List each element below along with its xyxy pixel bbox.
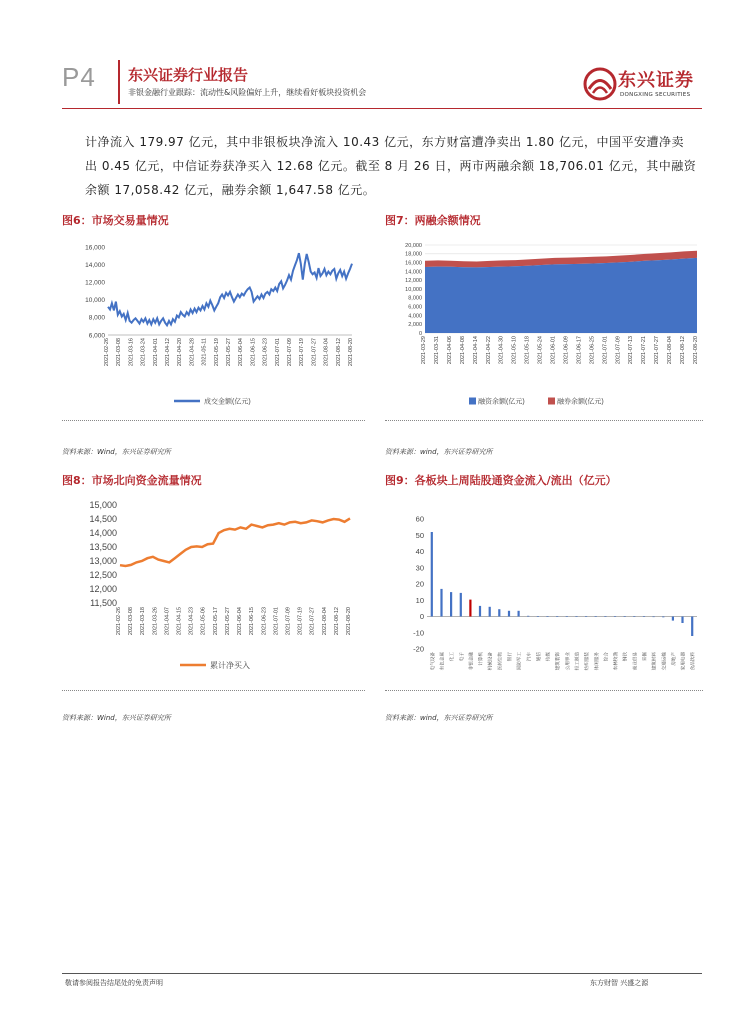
fig7-xtick-label: 2021-06-09 [563, 336, 570, 365]
fig7-xtick-label: 2021-05-10 [511, 336, 518, 365]
fig7-xtick-label: 2021-04-30 [498, 336, 505, 365]
body-paragraph-line-1: 计净流入 179.97 亿元，其中非银板块净流入 10.43 亿元，东方财富遭净卖出 1.80 亿元，中国平安遭净卖 [85, 135, 684, 149]
fig9-bar [575, 616, 577, 617]
fig9-category-label: 银行 [507, 652, 512, 662]
fig9-category-label: 纺织服装 [584, 652, 590, 671]
fig8-xtick-label: 2021-08-20 [346, 607, 352, 636]
fig8-xtick-label: 2021-06-04 [237, 607, 244, 636]
fig9-ytick-label: 10 [415, 595, 424, 605]
page-number: P4 [62, 62, 96, 92]
fig6-xtick-label: 2021-03-24 [140, 338, 147, 367]
fig9-bar [431, 532, 433, 617]
footer-slogan: 东方财智 兴盛之源 [590, 979, 649, 987]
fig9-bar [518, 611, 520, 617]
fig8-series-line [120, 518, 350, 566]
footer-rule [62, 973, 702, 974]
fig7-ytick-label: 8,000 [408, 295, 422, 302]
fig9-category-label: 计算机 [478, 652, 483, 666]
fig9-category-label: 建筑装饰 [555, 652, 561, 671]
fig9-category-label: 钢铁 [622, 652, 628, 662]
fig7-ytick-label: 12,000 [405, 278, 422, 285]
fig9-category-label: 机械设备 [487, 652, 493, 671]
fig6-xtick-label: 2021-04-12 [165, 338, 171, 367]
fig6-ytick-label: 6,000 [88, 332, 105, 340]
fig9-category-label: 非银金融 [468, 652, 474, 671]
fig9-category-label: 有色金属 [439, 652, 445, 671]
fig7-legend-swatch [469, 398, 476, 405]
fig7-legend-label: 融券余额(亿元) [557, 398, 604, 406]
fig8-ytick-label: 15,000 [89, 500, 117, 511]
fig9-category-label: 轻工制造 [574, 652, 580, 671]
fig7-ytick-label: 16,000 [405, 260, 422, 267]
fig8-northbound-flow-chart [62, 495, 365, 685]
fig8-source-rule [62, 690, 365, 691]
fig7-source-rule [385, 420, 703, 421]
fig6-xtick-label: 2021-05-27 [226, 338, 232, 367]
fig6-ytick-label: 10,000 [85, 297, 105, 305]
fig7-ytick-label: 4,000 [408, 313, 422, 320]
fig9-category-label: 国防军工 [516, 652, 522, 671]
fig9-category-label: 农林牧渔 [613, 652, 618, 671]
fig9-bar [469, 600, 471, 617]
fig9-category-label: 电气设备 [429, 652, 435, 671]
fig9-bar [633, 616, 635, 617]
fig7-xtick-label: 2021-04-14 [472, 336, 479, 365]
fig8-xtick-label: 2021-07-09 [285, 607, 292, 636]
fig9-category-label: 食品饮料 [690, 652, 696, 671]
fig8-xtick-label: 2021-04-15 [176, 607, 183, 636]
fig6-xtick-label: 2021-02-26 [104, 338, 110, 367]
fig9-bar [489, 607, 491, 617]
fig6-trading-volume-chart [62, 235, 365, 415]
fig9-bar [556, 616, 558, 617]
fig9-source-rule [385, 690, 703, 691]
fig9-category-label: 医药生物 [497, 652, 503, 671]
fig8-xtick-label: 2021-06-23 [261, 607, 268, 636]
fig9-source: 资料来源：wind，东兴证券研究所 [385, 714, 493, 722]
fig7-xtick-label: 2021-07-13 [628, 336, 635, 365]
logo-text-en: DONGXING SECURITIES [620, 92, 691, 98]
fig7-ytick-label: 18,000 [405, 251, 422, 258]
fig7-xtick-label: 2021-08-20 [693, 336, 699, 365]
fig9-ytick-label: 60 [415, 514, 424, 524]
fig8-ytick-label: 12,000 [89, 584, 117, 595]
fig9-category-label: 建筑材料 [651, 652, 657, 671]
fig9-bar [450, 592, 452, 616]
fig8-xtick-label: 2021-05-17 [212, 607, 219, 636]
fig6-xtick-label: 2021-08-04 [323, 338, 330, 367]
fig7-xtick-label: 2021-06-01 [550, 336, 557, 365]
fig8-ytick-label: 13,500 [89, 542, 117, 553]
report-subtitle: 非银金融行业跟踪：流动性&风险偏好上升，继续看好板块投资机会 [128, 88, 367, 97]
fig9-ytick-label: 0 [419, 612, 424, 622]
fig9-ytick-label: -10 [413, 628, 424, 638]
fig6-xtick-label: 2021-07-27 [311, 338, 318, 367]
fig6-source-rule [62, 420, 365, 421]
fig9-category-label: 房地产 [670, 652, 676, 666]
fig7-xtick-label: 2021-06-17 [576, 336, 583, 365]
fig9-category-label: 商业贸易 [632, 652, 638, 671]
fig7-xtick-label: 2021-03-29 [421, 336, 427, 365]
fig9-bar [440, 589, 442, 617]
header-rule [62, 108, 702, 109]
fig9-bar [643, 616, 645, 617]
fig9-category-label: 传媒 [545, 652, 551, 662]
fig6-series-line [108, 253, 352, 325]
fig9-ytick-label: 40 [415, 547, 424, 557]
fig6-xtick-label: 2021-03-08 [116, 338, 123, 367]
fig8-xtick-label: 2021-03-08 [128, 607, 135, 636]
fig9-ytick-label: -20 [413, 644, 424, 654]
fig6-legend-label: 成交金额(亿元) [204, 398, 251, 406]
fig6-xtick-label: 2021-04-20 [177, 338, 184, 367]
footer-disclaimer: 敬请参阅报告结尾处的免责声明 [65, 979, 163, 987]
fig8-xtick-label: 2021-04-23 [188, 607, 195, 636]
fig8-xtick-label: 2021-08-12 [333, 607, 340, 636]
fig8-xtick-label: 2021-07-19 [297, 607, 304, 636]
fig8-xtick-label: 2021-05-06 [200, 607, 207, 636]
fig6-xtick-label: 2021-05-11 [201, 338, 208, 366]
fig9-bar [585, 616, 587, 617]
fig9-bar [662, 617, 664, 618]
fig9-category-label: 化工 [449, 652, 455, 662]
fig9-sector-flow-chart [385, 495, 703, 685]
fig8-xtick-label: 2021-08-04 [321, 607, 328, 636]
body-paragraph-line-3: 余额 17,058.42 亿元，融券余额 1,647.58 亿元。 [85, 183, 376, 197]
fig9-category-label: 家用电器 [680, 652, 686, 671]
fig8-xtick-label: 2021-07-27 [309, 607, 316, 636]
fig6-xtick-label: 2021-05-19 [213, 338, 220, 367]
fig9-category-label: 电子 [458, 652, 464, 662]
fig9-title: 图9：各板块上周陆股通资金流入/流出（亿元） [385, 474, 617, 487]
fig6-xtick-label: 2021-06-15 [250, 338, 257, 367]
fig9-ytick-label: 30 [415, 563, 424, 573]
fig8-ytick-label: 11,500 [90, 598, 117, 609]
fig7-xtick-label: 2021-04-06 [446, 336, 453, 365]
fig6-ytick-label: 14,000 [85, 261, 105, 269]
fig7-xtick-label: 2021-05-24 [537, 336, 544, 365]
fig8-xtick-label: 2021-07-01 [273, 607, 280, 636]
fig6-xtick-label: 2021-06-04 [238, 338, 245, 367]
fig7-ytick-label: 14,000 [405, 269, 422, 276]
fig8-source: 资料来源：Wind，东兴证券研究所 [62, 714, 171, 722]
report-title: 东兴证券行业报告 [128, 66, 249, 84]
fig7-ytick-label: 2,000 [408, 322, 422, 329]
fig8-xtick-label: 2021-02-26 [116, 607, 122, 636]
fig9-bar [479, 606, 481, 617]
fig8-xtick-label: 2021-04-07 [164, 607, 171, 636]
fig7-xtick-label: 2021-04-22 [485, 336, 492, 365]
fig7-title: 图7：两融余额情况 [385, 214, 481, 227]
fig9-bar [595, 616, 597, 617]
fig7-xtick-label: 2021-07-01 [602, 336, 609, 365]
fig6-xtick-label: 2021-07-09 [287, 338, 293, 367]
fig7-ytick-label: 6,000 [408, 304, 422, 311]
logo-text-cn: 东兴证券 [618, 70, 694, 91]
fig7-xtick-label: 2021-03-31 [433, 336, 440, 365]
fig8-xtick-label: 2021-03-18 [140, 607, 147, 636]
fig9-category-label: 汽车 [526, 652, 532, 662]
fig9-bar [681, 617, 683, 624]
fig8-ytick-label: 12,500 [89, 570, 117, 581]
fig7-ytick-label: 10,000 [405, 286, 422, 293]
fig8-xtick-label: 2021-05-27 [224, 607, 231, 636]
fig6-xtick-label: 2021-08-20 [348, 338, 354, 367]
fig6-xtick-label: 2021-07-19 [299, 338, 306, 367]
fig6-xtick-label: 2021-07-01 [274, 338, 281, 367]
fig7-xtick-label: 2021-07-21 [641, 336, 648, 365]
fig9-category-label: 采掘 [642, 652, 647, 662]
fig7-xtick-label: 2021-04-08 [459, 336, 466, 365]
fig7-financing-balance-area [425, 258, 697, 333]
fig7-xtick-label: 2021-05-18 [524, 336, 531, 365]
fig9-bar [691, 617, 693, 637]
fig8-legend-label: 累计净买入 [210, 660, 250, 670]
fig7-xtick-label: 2021-08-04 [667, 336, 674, 365]
body-paragraph-line-2: 出 0.45 亿元，中信证券获净买入 12.68 亿元。截至 8 月 26 日，两市两融余额 18,706.01 亿元，其中融资 [85, 159, 697, 173]
fig9-category-label: 综合 [603, 652, 609, 662]
fig9-bar [527, 616, 529, 617]
fig9-category-label: 通信 [535, 652, 541, 662]
fig7-ytick-label: 0 [418, 330, 422, 337]
fig8-ytick-label: 14,000 [89, 528, 117, 539]
fig6-xtick-label: 2021-03-16 [128, 338, 135, 367]
fig6-ytick-label: 8,000 [88, 314, 105, 322]
fig8-xtick-label: 2021-03-26 [152, 607, 159, 636]
fig8-title: 图8：市场北向资金流量情况 [62, 474, 202, 487]
fig6-ytick-label: 12,000 [85, 279, 105, 287]
fig7-xtick-label: 2021-06-25 [589, 336, 596, 365]
fig9-bar [537, 616, 539, 617]
fig7-xtick-label: 2021-07-27 [654, 336, 661, 365]
fig9-bar [460, 593, 462, 617]
fig7-source: 资料来源：wind，东兴证券研究所 [385, 448, 493, 456]
fig6-ytick-label: 16,000 [85, 244, 105, 252]
fig7-ytick-label: 20,000 [405, 242, 422, 249]
fig8-xtick-label: 2021-06-15 [249, 607, 256, 636]
fig9-bar [614, 616, 616, 617]
fig9-bar [498, 609, 500, 616]
header-divider [118, 60, 120, 104]
fig9-bar [546, 616, 548, 617]
fig9-bar [604, 616, 606, 617]
fig8-ytick-label: 13,000 [89, 556, 117, 567]
fig8-ytick-label: 14,500 [89, 514, 117, 525]
fig9-ytick-label: 20 [415, 579, 424, 589]
fig9-bar [624, 616, 626, 617]
fig9-category-label: 交通运输 [661, 652, 667, 671]
fig9-bar [653, 617, 655, 618]
fig9-bar [508, 611, 510, 617]
fig6-title: 图6：市场交易量情况 [62, 214, 169, 227]
fig7-xtick-label: 2021-08-12 [680, 336, 687, 365]
fig9-ytick-label: 50 [415, 530, 424, 540]
fig6-xtick-label: 2021-06-23 [262, 338, 269, 367]
fig6-xtick-label: 2021-08-12 [335, 338, 342, 367]
fig7-margin-balance-chart [385, 235, 703, 415]
fig9-bar [566, 616, 568, 617]
fig7-legend-label: 融资余额(亿元) [478, 398, 525, 406]
fig7-xtick-label: 2021-07-09 [615, 336, 622, 365]
fig9-bar [672, 617, 674, 621]
fig9-category-label: 公用事业 [564, 652, 570, 671]
fig7-legend-swatch [548, 398, 555, 405]
fig6-xtick-label: 2021-04-28 [189, 338, 196, 367]
fig9-category-label: 休闲服务 [593, 652, 599, 671]
fig6-xtick-label: 2021-04-01 [152, 338, 159, 367]
fig6-source: 资料来源：Wind，东兴证券研究所 [62, 448, 171, 456]
